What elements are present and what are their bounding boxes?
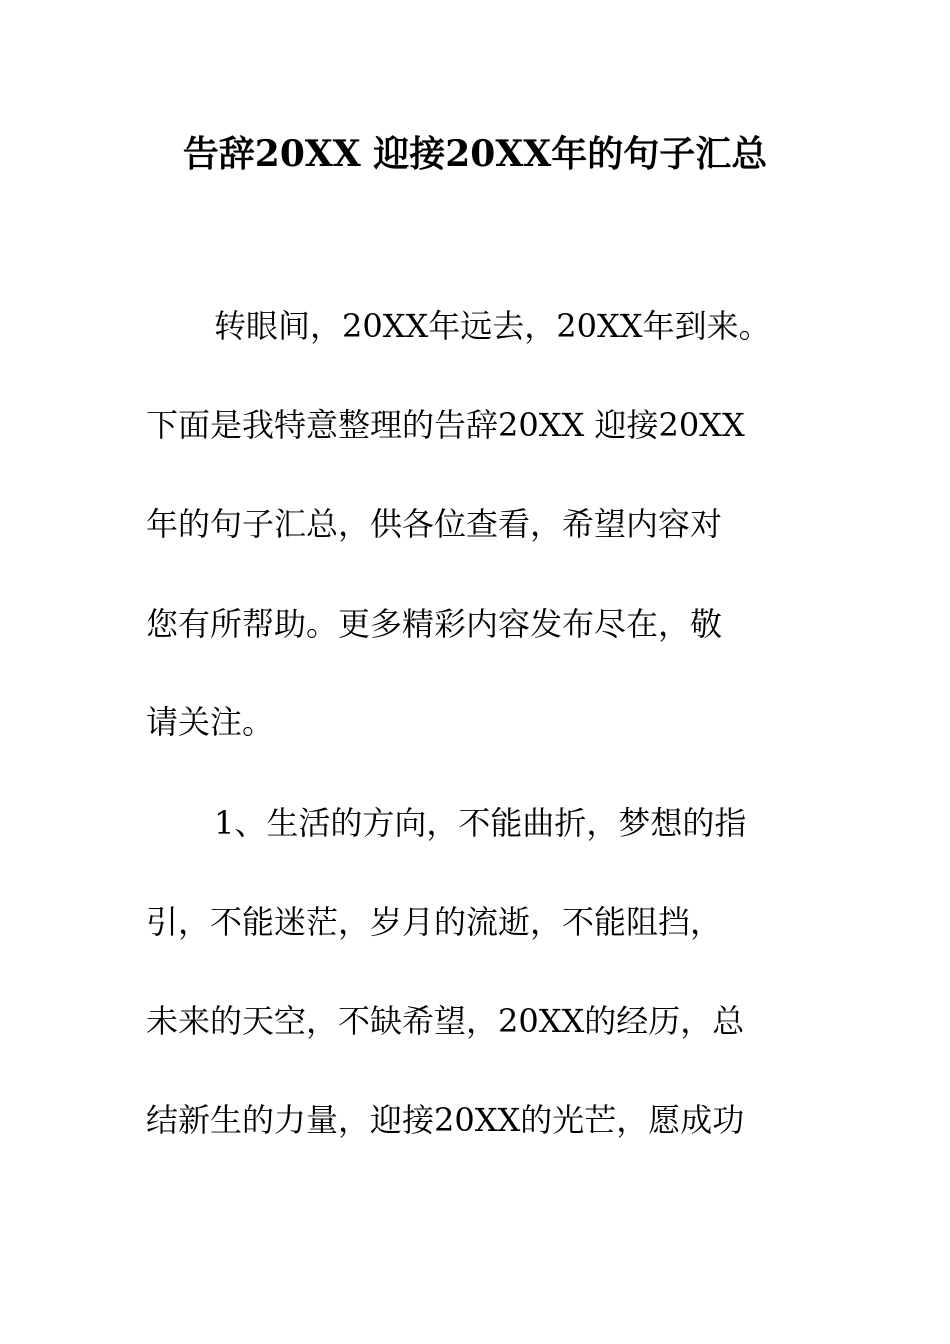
paragraph-line: 下面是我特意整理的告辞20XX 迎接20XX [146,406,745,444]
paragraph-line: 未来的天空，不缺希望，20XX的经历，总 [146,1002,745,1040]
paragraph-line: 年的句子汇总，供各位查看，希望内容对 [146,505,723,543]
paragraph-line: 引，不能迷茫，岁月的流逝，不能阻挡， [146,903,723,941]
document-title: 告辞20XX 迎接20XX年的句子汇总 [182,133,768,175]
paragraph-line: 1、生活的方向，不能曲折，梦想的指 [214,804,747,842]
paragraph-line: 结新生的力量，迎接20XX的光芒，愿成功 [146,1101,745,1139]
paragraph-line: 转眼间，20XX年远去，20XX年到来。 [214,307,771,345]
paragraph-line: 您有所帮助。更多精彩内容发布尽在，敬 [146,605,723,643]
paragraph-line: 请关注。 [146,703,275,741]
